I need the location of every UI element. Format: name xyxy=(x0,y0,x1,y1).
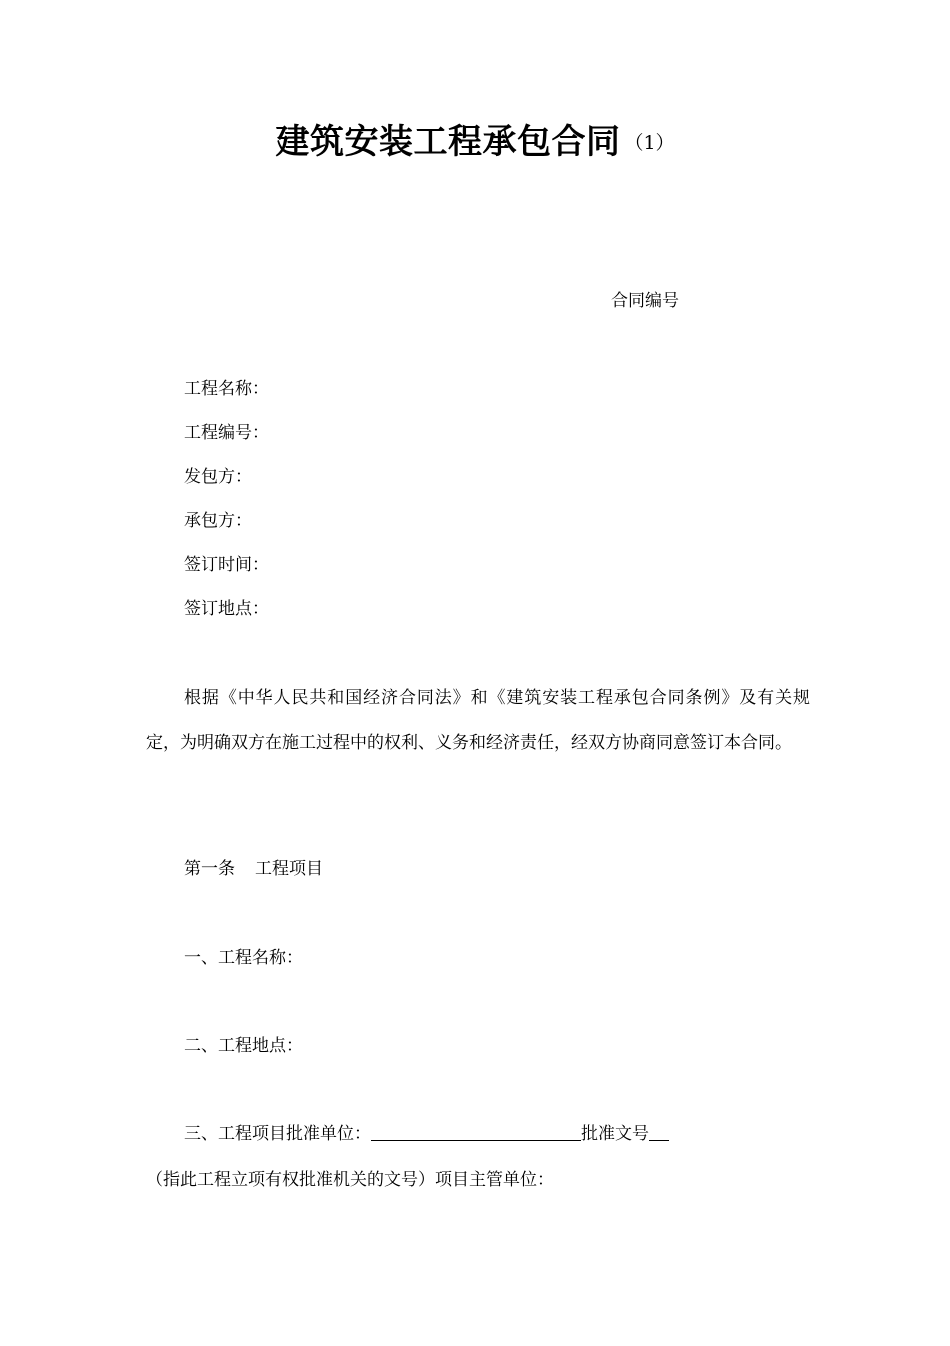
preamble-paragraph: 根据《中华人民共和国经济合同法》和《建筑安装工程承包合同条例》及有关规定，为明确双方在施工过程中的权利、义务和经济责任，经双方协商同意签订本合同。 xyxy=(146,688,810,753)
title-suffix: （1） xyxy=(624,132,675,154)
item-project-location: 二、工程地点： xyxy=(184,1036,303,1056)
field-signing-time: 签订时间： xyxy=(184,555,269,575)
contract-number-label: 合同编号 xyxy=(611,291,679,311)
approval-number-blank xyxy=(649,1121,669,1141)
document-title xyxy=(0,114,950,163)
item-approval-continuation: （指此工程立项有权批准机关的文号）项目主管单位： xyxy=(146,1170,554,1190)
approval-number-label: 批准文号 xyxy=(581,1124,649,1144)
article-1-title: 工程项目 xyxy=(255,859,323,879)
article-1-heading xyxy=(184,854,323,879)
item-approval-unit xyxy=(184,1119,669,1144)
item-project-name: 一、工程名称： xyxy=(184,948,303,968)
approval-unit-label: 三、工程项目批准单位： xyxy=(184,1124,371,1144)
article-1-number: 第一条 xyxy=(184,859,235,879)
field-contractor: 承包方： xyxy=(184,511,252,531)
approval-unit-blank xyxy=(371,1121,581,1141)
field-signing-place: 签订地点： xyxy=(184,599,269,619)
field-employer: 发包方： xyxy=(184,467,252,487)
field-project-number: 工程编号： xyxy=(184,423,269,443)
field-project-name: 工程名称： xyxy=(184,379,269,399)
title-main: 建筑安装工程承包合同 xyxy=(275,122,621,162)
